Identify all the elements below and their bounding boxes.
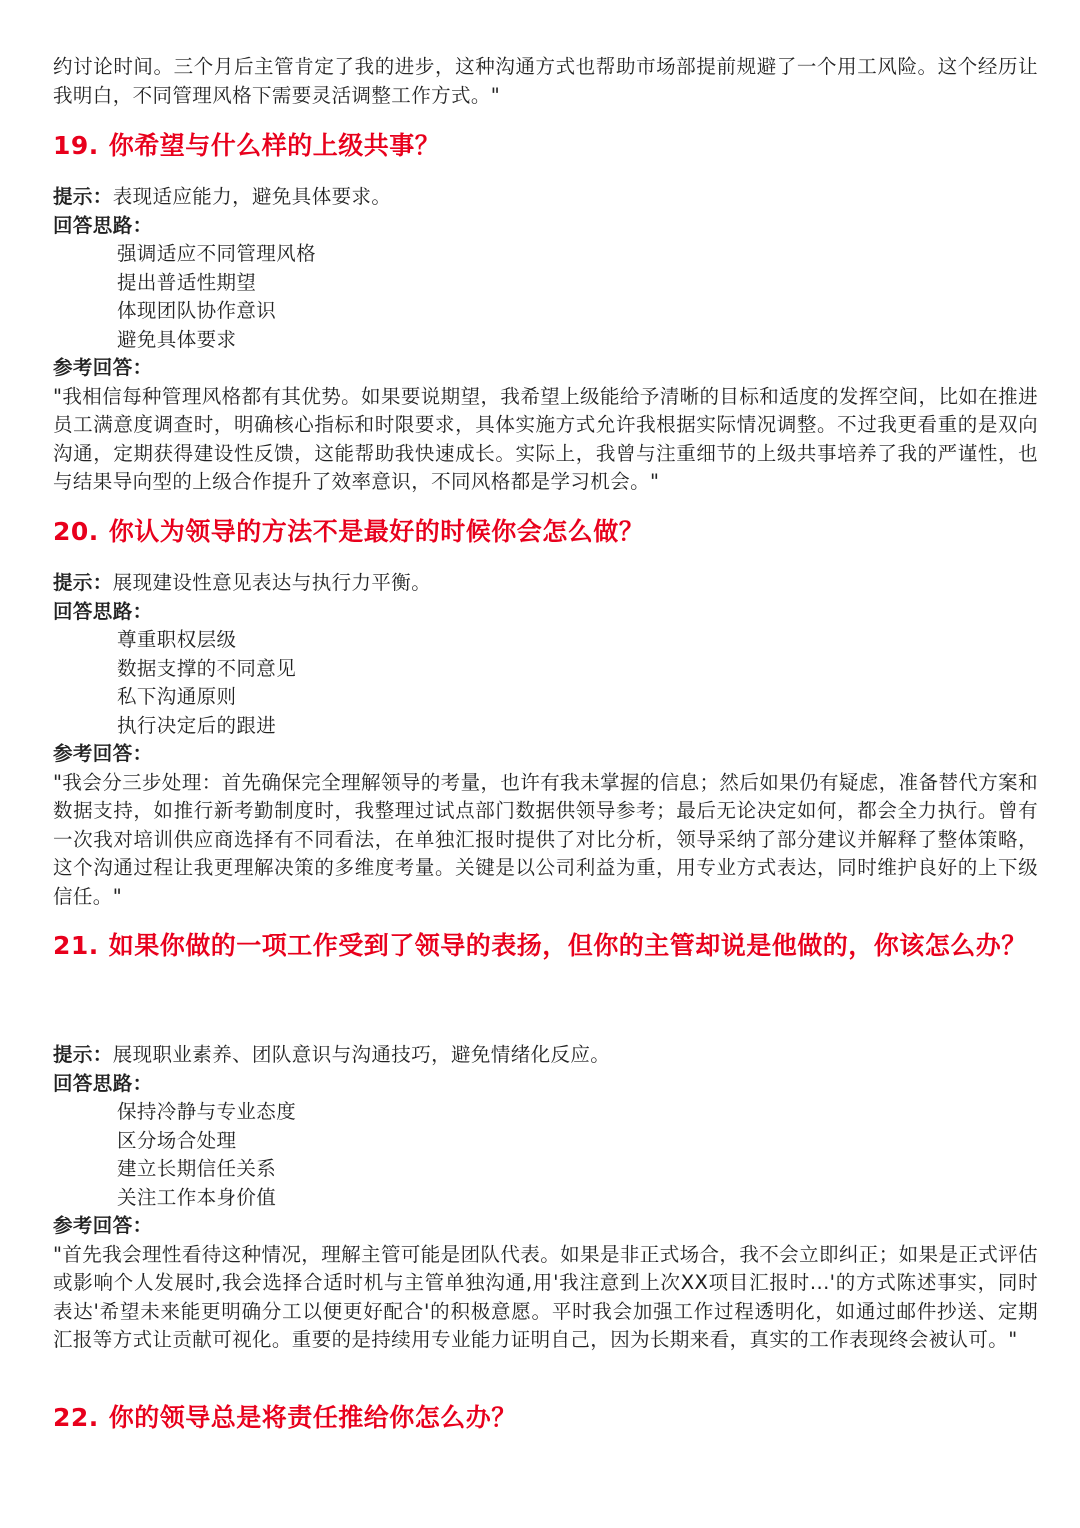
hint-label: 提示： [53,185,113,208]
idea-item: 体现团队协作意识 [117,299,277,322]
question-19-body [53,183,1038,497]
idea-item: 提出普适性期望 [117,270,257,294]
question-title: 你希望与什么样的上级共事？ [108,131,441,160]
intro-paragraph: 约讨论时间。三个月后主管肯定了我的进步，这种沟通方式也帮助市场部提前规避了一个用工风险。这个经历让我明白，不同管理风格下需要灵活调整工作方式。" [53,55,1038,107]
ideas-label: 回答思路： [53,1071,153,1095]
hint-line [53,569,1038,598]
idea-item: 私下沟通原则 [117,685,237,708]
idea-item: 执行决定后的跟进 [117,713,277,737]
question-title: 如果你做的一项工作受到了领导的表扬，但你的主管却说是他做的，你该怎么办？ [108,931,1027,960]
question-21-heading [53,918,1038,974]
ideas-list [53,240,1038,354]
idea-item: 建立长期信任关系 [117,1157,277,1180]
question-number: 21. [53,931,99,960]
idea-item: 强调适应不同管理风格 [117,242,317,265]
hint-text: 展现职业素养、团队意识与沟通技巧，避免情绪化反应。 [112,1043,611,1066]
question-19-heading [53,118,1038,174]
ideas-label: 回答思路： [53,213,153,237]
ideas-list [53,1098,1038,1212]
hint-line [53,1041,1038,1070]
answer-label: 参考回答： [53,1214,153,1237]
idea-item: 尊重职权层级 [117,628,237,651]
hint-line [53,183,1038,212]
answer-label: 参考回答： [53,742,153,765]
hint-text: 表现适应能力，避免具体要求。 [112,185,392,208]
answer-paragraph: "首先我会理性看待这种情况，理解主管可能是团队代表。如果是非正式场合，我不会立即纠正；如果是正式评估或影响个人发展时,我会选择合适时机与主管单独沟通,用'我注意到上次XX项目汇报时...'的方式陈述事实，同时表达'希望未来能更明确分工以便更好配合'的积极意愿。平时我会加强工作过程透明化，如通过邮件抄送、定期汇报等方式让贡献可视化。重要的是持续用专业能力证明自己，因为长期来看，真实的工作表现终会被认可。" [53,1242,1038,1351]
ideas-list [53,626,1038,740]
question-20-body [53,569,1038,911]
idea-item: 保持冷静与专业态度 [117,1100,297,1123]
idea-item: 关注工作本身价值 [117,1185,277,1209]
intro-section [53,53,1038,110]
hint-label: 提示： [53,1043,113,1066]
ideas-label: 回答思路： [53,599,153,623]
question-number: 19. [53,131,99,160]
answer-paragraph: "我相信每种管理风格都有其优势。如果要说期望，我希望上级能给予清晰的目标和适度的发挥空间，比如在推进员工满意度调查时，明确核心指标和时限要求，具体实施方式允许我根据实际情况调整。不过我更看重的是双向沟通，定期获得建设性反馈，这能帮助我快速成长。实际上，我曾与注重细节的上级共事培养了我的严谨性，也与结果导向型的上级合作提升了效率意识，不同风格都是学习机会。" [53,384,1038,493]
question-20-heading [53,504,1038,560]
question-title: 你的领导总是将责任推给你怎么办？ [108,1403,517,1432]
idea-item: 避免具体要求 [117,327,237,351]
hint-label: 提示： [53,571,113,594]
answer-paragraph: "我会分三步处理：首先确保完全理解领导的考量，也许有我未掌握的信息；然后如果仍有疑虑，准备替代方案和数据支持，如推行新考勤制度时，我整理过试点部门数据供领导参考；最后无论决定如何，都会全力执行。曾有一次我对培训供应商选择有不同看法，在单独汇报时提供了对比分析，领导采纳了部分建议并解释了整体策略，这个沟通过程让我更理解决策的多维度考量。关键是以公司利益为重，用专业方式表达，同时维护良好的上下级信任。" [53,770,1038,908]
question-22-heading [53,1390,1038,1446]
question-title: 你认为领导的方法不是最好的时候你会怎么做？ [108,517,645,546]
question-number: 22. [53,1403,99,1432]
hint-text: 展现建设性意见表达与执行力平衡。 [112,571,432,594]
question-21-body [53,1041,1038,1355]
answer-label: 参考回答： [53,356,153,379]
idea-item: 数据支撑的不同意见 [117,656,297,680]
question-number: 20. [53,517,99,546]
idea-item: 区分场合处理 [117,1128,237,1152]
